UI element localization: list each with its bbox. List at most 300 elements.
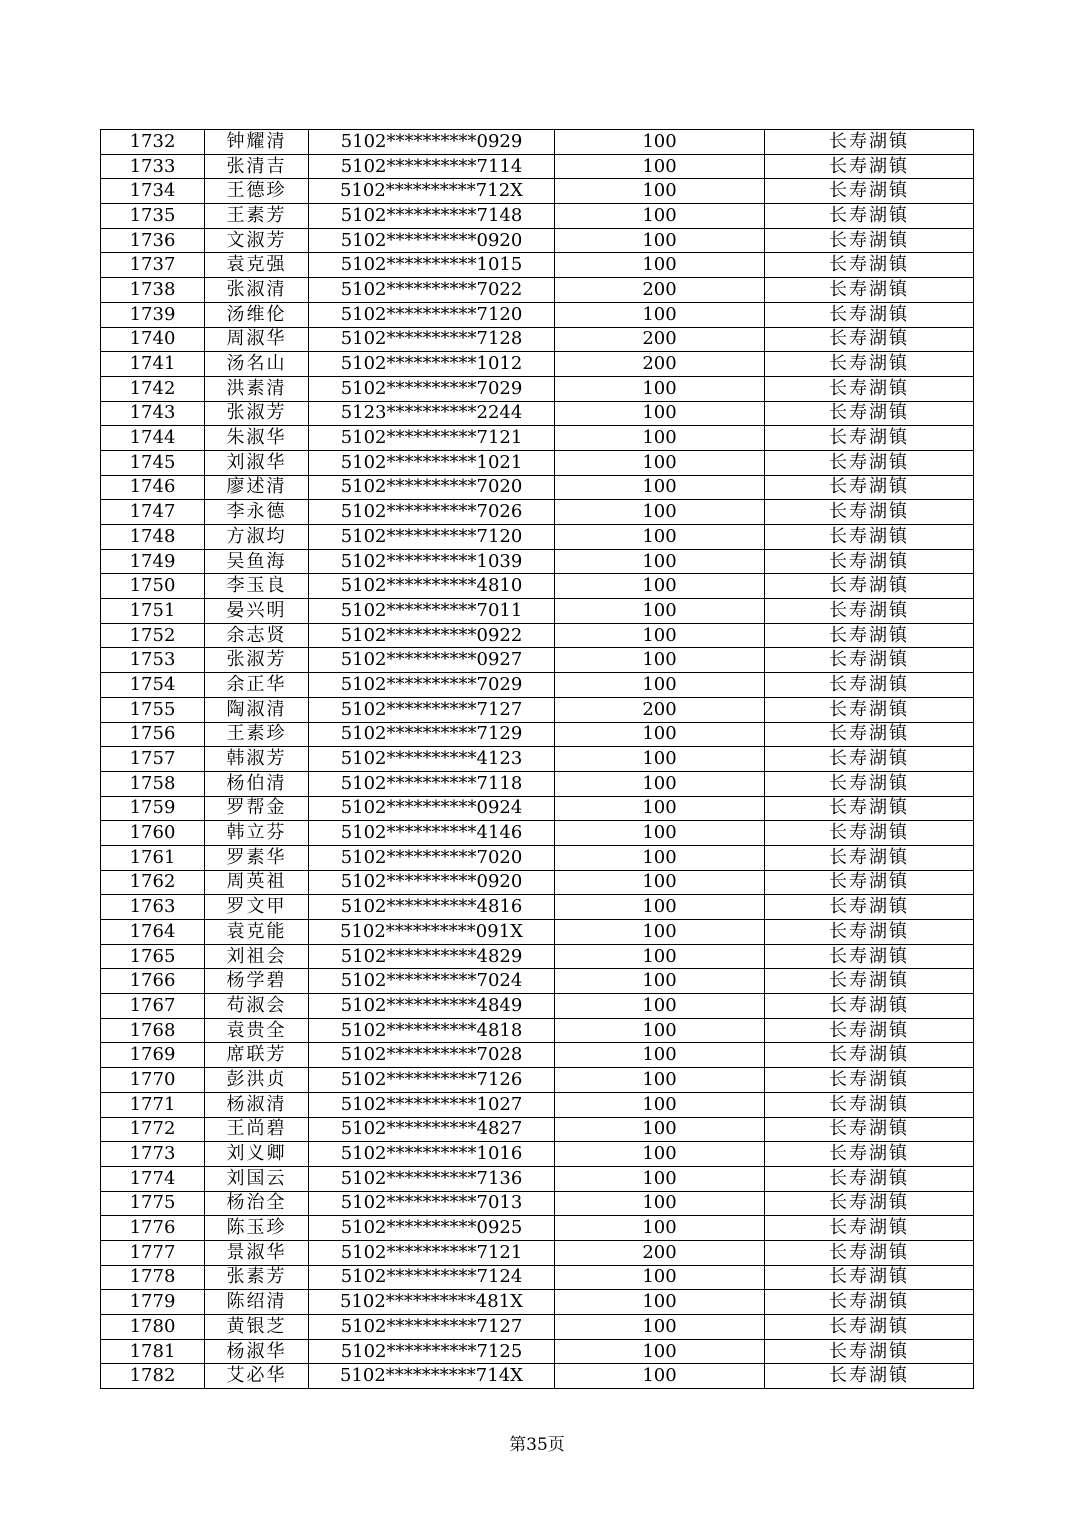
town-cell: 长寿湖镇 [765, 599, 974, 624]
row-number-cell: 1782 [101, 1364, 205, 1389]
row-number-cell: 1739 [101, 302, 205, 327]
id-number-cell: 5102**********0927 [309, 648, 555, 673]
person-name-cell: 汤名山 [205, 352, 309, 377]
amount-cell: 100 [555, 1315, 765, 1340]
person-name-cell: 杨学碧 [205, 969, 309, 994]
amount-cell: 100 [555, 1043, 765, 1068]
town-cell: 长寿湖镇 [765, 204, 974, 229]
person-name-cell: 余正华 [205, 673, 309, 698]
amount-cell: 100 [555, 1142, 765, 1167]
row-number-cell: 1738 [101, 278, 205, 303]
table-row [101, 697, 974, 722]
roster-table [100, 129, 974, 1389]
amount-cell: 100 [555, 845, 765, 870]
person-name-cell: 张素芳 [205, 1265, 309, 1290]
town-cell: 长寿湖镇 [765, 1265, 974, 1290]
id-number-cell: 5102**********7022 [309, 278, 555, 303]
row-number-cell: 1736 [101, 228, 205, 253]
amount-cell: 100 [555, 920, 765, 945]
id-number-cell: 5102**********7127 [309, 1315, 555, 1340]
row-number-cell: 1740 [101, 327, 205, 352]
person-name-cell: 周英祖 [205, 870, 309, 895]
row-number-cell: 1743 [101, 401, 205, 426]
id-number-cell: 5102**********1027 [309, 1092, 555, 1117]
amount-cell: 100 [555, 549, 765, 574]
row-number-cell: 1779 [101, 1290, 205, 1315]
amount-cell: 100 [555, 1364, 765, 1389]
person-name-cell: 黄银芝 [205, 1315, 309, 1340]
table-row [101, 920, 974, 945]
id-number-cell: 5102**********1039 [309, 549, 555, 574]
id-number-cell: 5102**********091X [309, 920, 555, 945]
row-number-cell: 1759 [101, 796, 205, 821]
person-name-cell: 罗文甲 [205, 895, 309, 920]
table-row [101, 500, 974, 525]
id-number-cell: 5102**********0929 [309, 130, 555, 155]
table-row [101, 623, 974, 648]
row-number-cell: 1774 [101, 1166, 205, 1191]
row-number-cell: 1764 [101, 920, 205, 945]
person-name-cell: 晏兴明 [205, 599, 309, 624]
person-name-cell: 苟淑会 [205, 994, 309, 1019]
amount-cell: 100 [555, 821, 765, 846]
table-row [101, 1068, 974, 1093]
row-number-cell: 1748 [101, 525, 205, 550]
id-number-cell: 5102**********481X [309, 1290, 555, 1315]
person-name-cell: 钟耀清 [205, 130, 309, 155]
amount-cell: 100 [555, 747, 765, 772]
person-name-cell: 杨治全 [205, 1191, 309, 1216]
amount-cell: 100 [555, 204, 765, 229]
id-number-cell: 5102**********7020 [309, 475, 555, 500]
town-cell: 长寿湖镇 [765, 376, 974, 401]
id-number-cell: 5102**********1015 [309, 253, 555, 278]
town-cell: 长寿湖镇 [765, 500, 974, 525]
table-row [101, 673, 974, 698]
amount-cell: 200 [555, 352, 765, 377]
amount-cell: 200 [555, 697, 765, 722]
person-name-cell: 杨伯清 [205, 771, 309, 796]
row-number-cell: 1765 [101, 944, 205, 969]
table-row [101, 1216, 974, 1241]
town-cell: 长寿湖镇 [765, 1191, 974, 1216]
amount-cell: 200 [555, 1240, 765, 1265]
amount-cell: 100 [555, 623, 765, 648]
town-cell: 长寿湖镇 [765, 1240, 974, 1265]
id-number-cell: 5102**********7029 [309, 376, 555, 401]
town-cell: 长寿湖镇 [765, 796, 974, 821]
table-row [101, 352, 974, 377]
person-name-cell: 李玉良 [205, 574, 309, 599]
town-cell: 长寿湖镇 [765, 1092, 974, 1117]
id-number-cell: 5102**********714X [309, 1364, 555, 1389]
table-row [101, 1043, 974, 1068]
row-number-cell: 1781 [101, 1339, 205, 1364]
person-name-cell: 陈绍清 [205, 1290, 309, 1315]
amount-cell: 100 [555, 1290, 765, 1315]
row-number-cell: 1754 [101, 673, 205, 698]
row-number-cell: 1751 [101, 599, 205, 624]
id-number-cell: 5102**********7121 [309, 1240, 555, 1265]
row-number-cell: 1750 [101, 574, 205, 599]
id-number-cell: 5102**********7024 [309, 969, 555, 994]
amount-cell: 100 [555, 376, 765, 401]
table-row [101, 302, 974, 327]
amount-cell: 100 [555, 253, 765, 278]
amount-cell: 100 [555, 722, 765, 747]
person-name-cell: 吴鱼海 [205, 549, 309, 574]
person-name-cell: 韩立芬 [205, 821, 309, 846]
table-row [101, 1117, 974, 1142]
amount-cell: 100 [555, 1117, 765, 1142]
row-number-cell: 1775 [101, 1191, 205, 1216]
table-row [101, 1265, 974, 1290]
town-cell: 长寿湖镇 [765, 253, 974, 278]
row-number-cell: 1744 [101, 426, 205, 451]
town-cell: 长寿湖镇 [765, 821, 974, 846]
table-row [101, 722, 974, 747]
table-row [101, 179, 974, 204]
table-row [101, 994, 974, 1019]
town-cell: 长寿湖镇 [765, 747, 974, 772]
person-name-cell: 景淑华 [205, 1240, 309, 1265]
person-name-cell: 张淑芳 [205, 401, 309, 426]
id-number-cell: 5102**********4816 [309, 895, 555, 920]
table-row [101, 525, 974, 550]
row-number-cell: 1742 [101, 376, 205, 401]
town-cell: 长寿湖镇 [765, 327, 974, 352]
town-cell: 长寿湖镇 [765, 302, 974, 327]
id-number-cell: 5102**********7011 [309, 599, 555, 624]
person-name-cell: 王素珍 [205, 722, 309, 747]
amount-cell: 100 [555, 574, 765, 599]
town-cell: 长寿湖镇 [765, 920, 974, 945]
amount-cell: 100 [555, 1018, 765, 1043]
table-row [101, 1315, 974, 1340]
person-name-cell: 席联芳 [205, 1043, 309, 1068]
row-number-cell: 1749 [101, 549, 205, 574]
id-number-cell: 5102**********0925 [309, 1216, 555, 1241]
town-cell: 长寿湖镇 [765, 475, 974, 500]
table-row [101, 1191, 974, 1216]
table-row [101, 895, 974, 920]
id-number-cell: 5102**********7028 [309, 1043, 555, 1068]
amount-cell: 100 [555, 1265, 765, 1290]
row-number-cell: 1760 [101, 821, 205, 846]
id-number-cell: 5102**********7026 [309, 500, 555, 525]
town-cell: 长寿湖镇 [765, 845, 974, 870]
amount-cell: 100 [555, 1216, 765, 1241]
person-name-cell: 文淑芳 [205, 228, 309, 253]
table-row [101, 969, 974, 994]
person-name-cell: 汤维伦 [205, 302, 309, 327]
person-name-cell: 王尚碧 [205, 1117, 309, 1142]
id-number-cell: 5102**********7125 [309, 1339, 555, 1364]
person-name-cell: 朱淑华 [205, 426, 309, 451]
table-row [101, 821, 974, 846]
amount-cell: 100 [555, 771, 765, 796]
amount-cell: 100 [555, 500, 765, 525]
town-cell: 长寿湖镇 [765, 697, 974, 722]
person-name-cell: 刘义卿 [205, 1142, 309, 1167]
town-cell: 长寿湖镇 [765, 1216, 974, 1241]
town-cell: 长寿湖镇 [765, 895, 974, 920]
id-number-cell: 5102**********7020 [309, 845, 555, 870]
row-number-cell: 1773 [101, 1142, 205, 1167]
table-row [101, 1290, 974, 1315]
id-number-cell: 5102**********4827 [309, 1117, 555, 1142]
row-number-cell: 1747 [101, 500, 205, 525]
amount-cell: 200 [555, 327, 765, 352]
town-cell: 长寿湖镇 [765, 154, 974, 179]
town-cell: 长寿湖镇 [765, 228, 974, 253]
amount-cell: 100 [555, 599, 765, 624]
row-number-cell: 1752 [101, 623, 205, 648]
town-cell: 长寿湖镇 [765, 771, 974, 796]
table-row [101, 1339, 974, 1364]
table-row [101, 450, 974, 475]
id-number-cell: 5102**********1016 [309, 1142, 555, 1167]
row-number-cell: 1762 [101, 870, 205, 895]
table-row [101, 870, 974, 895]
amount-cell: 100 [555, 969, 765, 994]
row-number-cell: 1758 [101, 771, 205, 796]
town-cell: 长寿湖镇 [765, 870, 974, 895]
amount-cell: 100 [555, 1339, 765, 1364]
id-number-cell: 5102**********0920 [309, 870, 555, 895]
id-number-cell: 5102**********4829 [309, 944, 555, 969]
person-name-cell: 陈玉珍 [205, 1216, 309, 1241]
person-name-cell: 罗帮金 [205, 796, 309, 821]
row-number-cell: 1732 [101, 130, 205, 155]
row-number-cell: 1746 [101, 475, 205, 500]
table-row [101, 475, 974, 500]
id-number-cell: 5102**********7148 [309, 204, 555, 229]
town-cell: 长寿湖镇 [765, 426, 974, 451]
id-number-cell: 5102**********7120 [309, 525, 555, 550]
town-cell: 长寿湖镇 [765, 1043, 974, 1068]
town-cell: 长寿湖镇 [765, 1339, 974, 1364]
row-number-cell: 1753 [101, 648, 205, 673]
amount-cell: 100 [555, 796, 765, 821]
amount-cell: 100 [555, 525, 765, 550]
row-number-cell: 1778 [101, 1265, 205, 1290]
table-row [101, 154, 974, 179]
town-cell: 长寿湖镇 [765, 623, 974, 648]
table-row [101, 1240, 974, 1265]
row-number-cell: 1755 [101, 697, 205, 722]
id-number-cell: 5102**********7126 [309, 1068, 555, 1093]
row-number-cell: 1768 [101, 1018, 205, 1043]
id-number-cell: 5123**********2244 [309, 401, 555, 426]
amount-cell: 100 [555, 450, 765, 475]
table-row [101, 747, 974, 772]
table-row [101, 648, 974, 673]
table-row [101, 376, 974, 401]
row-number-cell: 1756 [101, 722, 205, 747]
person-name-cell: 洪素清 [205, 376, 309, 401]
town-cell: 长寿湖镇 [765, 994, 974, 1019]
row-number-cell: 1770 [101, 1068, 205, 1093]
id-number-cell: 5102**********7128 [309, 327, 555, 352]
table-row [101, 278, 974, 303]
id-number-cell: 5102**********712X [309, 179, 555, 204]
town-cell: 长寿湖镇 [765, 1068, 974, 1093]
table-row [101, 574, 974, 599]
town-cell: 长寿湖镇 [765, 969, 974, 994]
town-cell: 长寿湖镇 [765, 944, 974, 969]
id-number-cell: 5102**********7124 [309, 1265, 555, 1290]
amount-cell: 100 [555, 870, 765, 895]
amount-cell: 100 [555, 401, 765, 426]
row-number-cell: 1767 [101, 994, 205, 1019]
row-number-cell: 1745 [101, 450, 205, 475]
row-number-cell: 1741 [101, 352, 205, 377]
id-number-cell: 5102**********7114 [309, 154, 555, 179]
person-name-cell: 袁贵全 [205, 1018, 309, 1043]
row-number-cell: 1777 [101, 1240, 205, 1265]
id-number-cell: 5102**********7029 [309, 673, 555, 698]
town-cell: 长寿湖镇 [765, 130, 974, 155]
amount-cell: 100 [555, 475, 765, 500]
id-number-cell: 5102**********7118 [309, 771, 555, 796]
town-cell: 长寿湖镇 [765, 722, 974, 747]
row-number-cell: 1780 [101, 1315, 205, 1340]
person-name-cell: 李永德 [205, 500, 309, 525]
table-row [101, 228, 974, 253]
person-name-cell: 袁克强 [205, 253, 309, 278]
row-number-cell: 1763 [101, 895, 205, 920]
town-cell: 长寿湖镇 [765, 673, 974, 698]
table-row [101, 771, 974, 796]
town-cell: 长寿湖镇 [765, 450, 974, 475]
person-name-cell: 艾必华 [205, 1364, 309, 1389]
row-number-cell: 1771 [101, 1092, 205, 1117]
table-row [101, 796, 974, 821]
id-number-cell: 5102**********7129 [309, 722, 555, 747]
table-row [101, 1166, 974, 1191]
person-name-cell: 张清吉 [205, 154, 309, 179]
amount-cell: 100 [555, 994, 765, 1019]
person-name-cell: 王德珍 [205, 179, 309, 204]
person-name-cell: 刘国云 [205, 1166, 309, 1191]
table-row [101, 549, 974, 574]
town-cell: 长寿湖镇 [765, 1018, 974, 1043]
person-name-cell: 刘淑华 [205, 450, 309, 475]
id-number-cell: 5102**********4123 [309, 747, 555, 772]
id-number-cell: 5102**********1012 [309, 352, 555, 377]
person-name-cell: 余志贤 [205, 623, 309, 648]
page-number: 第35页 [509, 1435, 565, 1455]
amount-cell: 100 [555, 302, 765, 327]
id-number-cell: 5102**********7121 [309, 426, 555, 451]
row-number-cell: 1735 [101, 204, 205, 229]
person-name-cell: 张淑芳 [205, 648, 309, 673]
person-name-cell: 彭洪贞 [205, 1068, 309, 1093]
table-row [101, 327, 974, 352]
id-number-cell: 5102**********0922 [309, 623, 555, 648]
amount-cell: 100 [555, 1068, 765, 1093]
amount-cell: 100 [555, 154, 765, 179]
amount-cell: 100 [555, 1092, 765, 1117]
table-row [101, 845, 974, 870]
row-number-cell: 1734 [101, 179, 205, 204]
amount-cell: 100 [555, 228, 765, 253]
row-number-cell: 1776 [101, 1216, 205, 1241]
row-number-cell: 1761 [101, 845, 205, 870]
id-number-cell: 5102**********7136 [309, 1166, 555, 1191]
town-cell: 长寿湖镇 [765, 574, 974, 599]
town-cell: 长寿湖镇 [765, 1364, 974, 1389]
person-name-cell: 方淑均 [205, 525, 309, 550]
id-number-cell: 5102**********7013 [309, 1191, 555, 1216]
person-name-cell: 刘祖会 [205, 944, 309, 969]
table-row [101, 426, 974, 451]
town-cell: 长寿湖镇 [765, 1142, 974, 1167]
row-number-cell: 1733 [101, 154, 205, 179]
town-cell: 长寿湖镇 [765, 401, 974, 426]
person-name-cell: 袁克能 [205, 920, 309, 945]
town-cell: 长寿湖镇 [765, 648, 974, 673]
amount-cell: 100 [555, 895, 765, 920]
town-cell: 长寿湖镇 [765, 525, 974, 550]
town-cell: 长寿湖镇 [765, 1166, 974, 1191]
id-number-cell: 5102**********4849 [309, 994, 555, 1019]
amount-cell: 100 [555, 1191, 765, 1216]
amount-cell: 100 [555, 944, 765, 969]
row-number-cell: 1737 [101, 253, 205, 278]
row-number-cell: 1769 [101, 1043, 205, 1068]
table-row [101, 944, 974, 969]
amount-cell: 200 [555, 278, 765, 303]
row-number-cell: 1757 [101, 747, 205, 772]
town-cell: 长寿湖镇 [765, 549, 974, 574]
table-row [101, 1364, 974, 1389]
table-row [101, 599, 974, 624]
roster-table-body [101, 130, 974, 1389]
town-cell: 长寿湖镇 [765, 1315, 974, 1340]
id-number-cell: 5102**********4146 [309, 821, 555, 846]
amount-cell: 100 [555, 1166, 765, 1191]
amount-cell: 100 [555, 426, 765, 451]
person-name-cell: 张淑清 [205, 278, 309, 303]
town-cell: 长寿湖镇 [765, 179, 974, 204]
table-row [101, 204, 974, 229]
id-number-cell: 5102**********7120 [309, 302, 555, 327]
id-number-cell: 5102**********0924 [309, 796, 555, 821]
amount-cell: 100 [555, 179, 765, 204]
town-cell: 长寿湖镇 [765, 1117, 974, 1142]
town-cell: 长寿湖镇 [765, 1290, 974, 1315]
town-cell: 长寿湖镇 [765, 352, 974, 377]
town-cell: 长寿湖镇 [765, 278, 974, 303]
person-name-cell: 罗素华 [205, 845, 309, 870]
person-name-cell: 王素芳 [205, 204, 309, 229]
amount-cell: 100 [555, 648, 765, 673]
row-number-cell: 1772 [101, 1117, 205, 1142]
table-row [101, 253, 974, 278]
table-row [101, 1018, 974, 1043]
id-number-cell: 5102**********4818 [309, 1018, 555, 1043]
person-name-cell: 周淑华 [205, 327, 309, 352]
person-name-cell: 廖述清 [205, 475, 309, 500]
person-name-cell: 杨淑清 [205, 1092, 309, 1117]
person-name-cell: 陶淑清 [205, 697, 309, 722]
id-number-cell: 5102**********7127 [309, 697, 555, 722]
person-name-cell: 杨淑华 [205, 1339, 309, 1364]
table-row [101, 1142, 974, 1167]
id-number-cell: 5102**********4810 [309, 574, 555, 599]
